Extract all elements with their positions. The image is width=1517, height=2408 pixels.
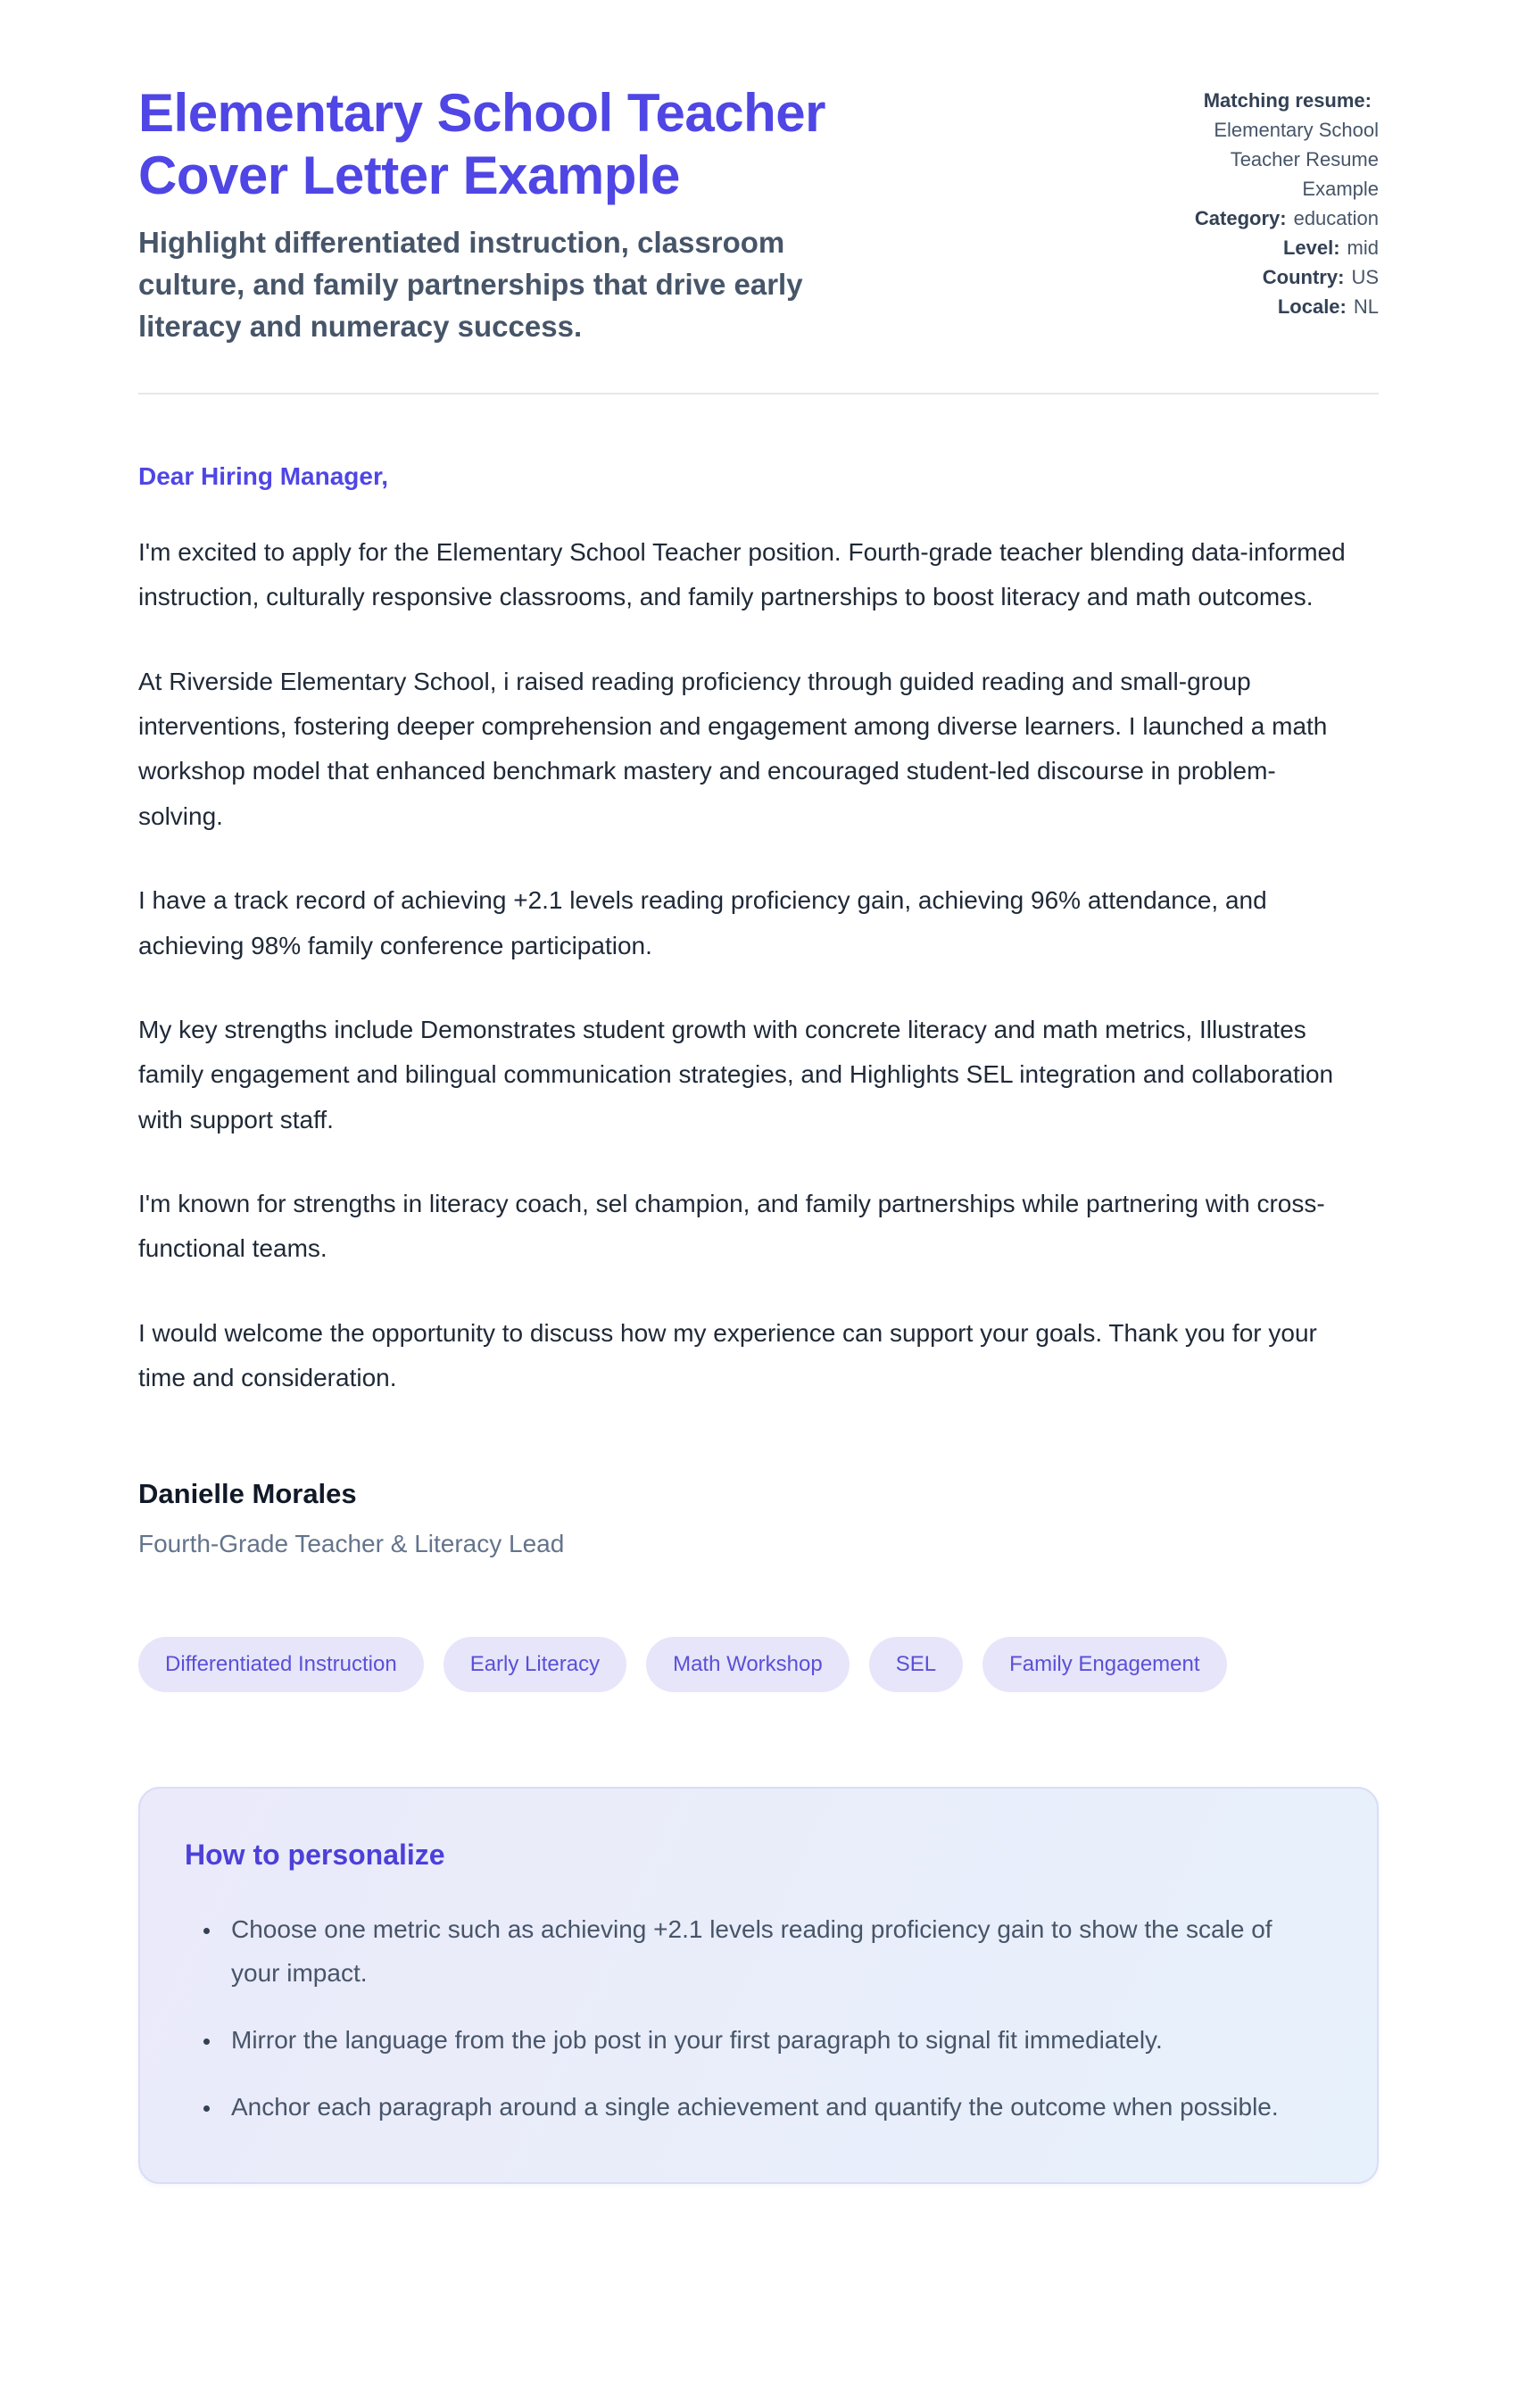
header-divider <box>138 393 1379 394</box>
personalize-tip: • Anchor each paragraph around a single achievement and quantify the outcome when possible. <box>222 2085 1320 2129</box>
tag-pill-early-literacy[interactable]: Early Literacy <box>443 1637 626 1692</box>
personalize-tip: • Mirror the language from the job post in your first paragraph to signal fit immediately. <box>222 2018 1320 2062</box>
matching-resume-label: Matching resume: <box>1203 89 1372 112</box>
letter-greeting: Dear Hiring Manager, <box>138 461 389 490</box>
locale-label: Locale: <box>1277 295 1347 318</box>
country-row <box>1151 262 1379 292</box>
matching-resume-link[interactable]: Elementary School Teacher Resume Example <box>1214 119 1379 200</box>
resume-meta-block <box>1151 82 1379 321</box>
tag-pill-family-engagement[interactable]: Family Engagement <box>982 1637 1226 1692</box>
how-to-personalize-box <box>138 1787 1379 2184</box>
cover-letter-body <box>138 462 1379 1558</box>
locale-value: NL <box>1353 295 1379 318</box>
tag-pill-sel[interactable]: SEL <box>869 1637 963 1692</box>
letter-paragraph: My key strengths include Demonstrates student growth with concrete literacy and math metrics, Illustrates family engagement and bilingual communication strategies, and Highlights SEL integration and collaboration with support staff. <box>138 1015 1334 1133</box>
letter-paragraph: I'm excited to apply for the Elementary School Teacher position. Fourth-grade teacher blending data-informed instruction, culturally responsive classrooms, and family partnerships to boost literacy and math outcomes. <box>138 537 1346 611</box>
tag-pill-differentiated-instruction[interactable]: Differentiated Instruction <box>138 1637 424 1692</box>
country-value: US <box>1351 266 1379 288</box>
level-row <box>1151 233 1379 262</box>
page-subtitle: Highlight differentiated instruction, classroom culture, and family partnerships that drive early literacy and numeracy success. <box>138 226 803 343</box>
signature-block <box>138 1478 1379 1558</box>
personalize-tip: • Choose one metric such as achieving +2.1 levels reading proficiency gain to show the scale of your impact. <box>222 1907 1320 1995</box>
signature-name: Danielle Morales <box>138 1477 357 1509</box>
letter-paragraph: At Riverside Elementary School, i raised reading proficiency through guided reading and small-group interventions, fostering deeper comprehension and engagement among diverse learners. I launched a math workshop model that enhanced benchmark mastery and encouraged student-led discourse in problem-solving. <box>138 667 1328 830</box>
header-title-block <box>138 82 924 348</box>
page-title: Elementary School Teacher Cover Letter Example <box>138 83 826 205</box>
category-row <box>1151 203 1379 233</box>
tag-list <box>138 1637 1379 1692</box>
page-header <box>138 82 1379 348</box>
level-value: mid <box>1347 237 1379 259</box>
matching-resume-label-row <box>1151 86 1379 115</box>
tag-pill-math-workshop[interactable]: Math Workshop <box>646 1637 850 1692</box>
country-label: Country: <box>1262 266 1345 288</box>
personalize-tip-list <box>185 1907 1332 2129</box>
signature-title: Fourth-Grade Teacher & Literacy Lead <box>138 1529 565 1557</box>
letter-paragraph: I would welcome the opportunity to discuss how my experience can support your goals. Thank you for your time and consideration. <box>138 1318 1317 1392</box>
locale-row <box>1151 292 1379 321</box>
letter-paragraph: I have a track record of achieving +2.1 levels reading proficiency gain, achieving 96% attendance, and achieving 98% family conference participation. <box>138 886 1267 959</box>
letter-paragraph: I'm known for strengths in literacy coach, sel champion, and family partnerships while partnering with cross-functional teams. <box>138 1190 1325 1263</box>
level-label: Level: <box>1282 237 1340 259</box>
how-to-personalize-heading: How to personalize <box>185 1838 445 1871</box>
category-value: education <box>1293 207 1379 229</box>
category-label: Category: <box>1194 207 1287 229</box>
